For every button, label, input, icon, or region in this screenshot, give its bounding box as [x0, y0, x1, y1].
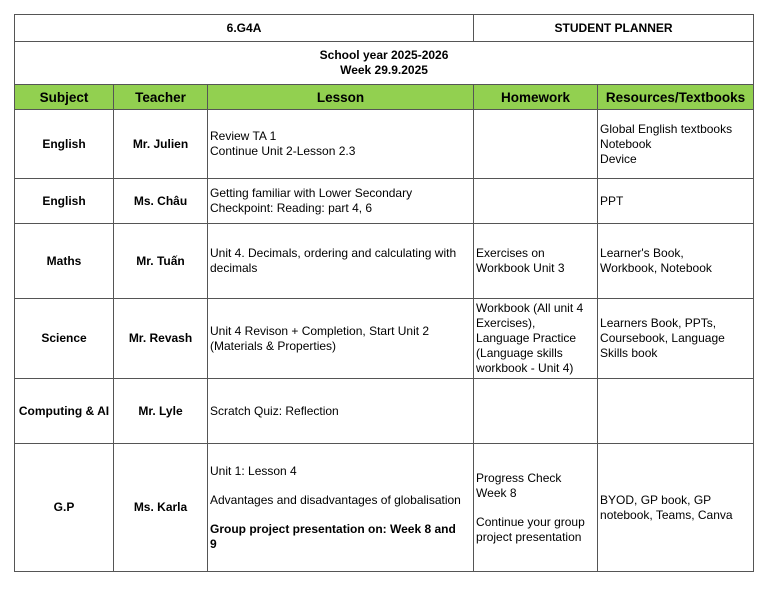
table-row: [15, 379, 754, 444]
lesson-cell: [208, 110, 474, 179]
resource-line: Coursebook, Language: [600, 331, 725, 345]
school-year-week: [15, 42, 754, 85]
teacher-cell: Mr. Lyle: [114, 379, 208, 444]
homework-line: Workbook Unit 3: [476, 261, 565, 275]
table-row: [15, 299, 754, 379]
resource-line: Learners Book, PPTs,: [600, 316, 717, 330]
resource-line: Notebook: [600, 136, 652, 151]
resources-cell: [598, 444, 754, 572]
planner-title: STUDENT PLANNER: [474, 15, 754, 42]
teacher-cell: Ms. Châu: [114, 179, 208, 224]
table-row: [15, 179, 754, 224]
homework-line: Week 8: [476, 485, 517, 500]
lesson-line: Review TA 1: [210, 129, 277, 143]
lesson-topic: Advantages and disadvantages of globalisation: [210, 492, 461, 507]
teacher-cell: Mr. Tuấn: [114, 224, 208, 299]
homework-cell: [474, 224, 598, 299]
homework-cell: [474, 444, 598, 572]
subject-cell: Maths: [15, 224, 114, 299]
homework-line: (Language skills: [476, 346, 563, 360]
subject-cell: English: [15, 110, 114, 179]
resource-line: Global English textbooks: [600, 121, 733, 136]
column-header-homework: Homework: [474, 85, 598, 110]
lesson-cell: [208, 444, 474, 572]
homework-line: Progress Check: [476, 470, 562, 485]
column-header-lesson: Lesson: [208, 85, 474, 110]
student-planner-table: [14, 14, 754, 572]
resource-line: Skills book: [600, 346, 658, 360]
homework-cell: [474, 110, 598, 179]
resources-cell: [598, 299, 754, 379]
lesson-line: decimals: [210, 261, 258, 275]
class-name: 6.G4A: [15, 15, 474, 42]
teacher-cell: Mr. Julien: [114, 110, 208, 179]
column-header-resources: Resources/Textbooks: [598, 85, 754, 110]
homework-cell: [474, 379, 598, 444]
resource-line: PPT: [600, 193, 624, 208]
resources-cell: [598, 224, 754, 299]
lesson-cell: [208, 224, 474, 299]
homework-cell: [474, 299, 598, 379]
lesson-cell: [208, 379, 474, 444]
column-header-row: [15, 85, 754, 110]
subject-cell: Science: [15, 299, 114, 379]
subject-cell: G.P: [15, 444, 114, 572]
teacher-cell: Ms. Karla: [114, 444, 208, 572]
resource-line: notebook, Teams, Canva: [600, 507, 733, 522]
column-header-teacher: Teacher: [114, 85, 208, 110]
resource-line: Workbook, Notebook: [600, 261, 712, 275]
teacher-cell: Mr. Revash: [114, 299, 208, 379]
lesson-line: Getting familiar with Lower Secondary: [210, 186, 413, 200]
lesson-line: Unit 4 Revison + Completion, Start Unit 2: [210, 323, 430, 338]
homework-line: Workbook (All unit 4: [476, 301, 584, 315]
homework-line: Language Practice: [476, 331, 577, 345]
resource-line: Device: [600, 151, 637, 166]
table-row: [15, 224, 754, 299]
lesson-highlight: Group project presentation on: Week 8 and: [210, 521, 456, 536]
lesson-line: Unit 4. Decimals, ordering and calculating with: [210, 246, 457, 260]
homework-cell: [474, 179, 598, 224]
homework-line: project presentation: [476, 529, 582, 544]
resource-line: BYOD, GP book, GP: [600, 492, 712, 507]
lesson-line: Continue Unit 2-Lesson 2.3: [210, 144, 356, 158]
subject-cell: English: [15, 179, 114, 224]
homework-line: Exercises on: [476, 246, 545, 260]
resources-cell: [598, 179, 754, 224]
school-year: School year 2025-2026: [319, 48, 449, 62]
resources-cell: [598, 110, 754, 179]
lesson-cell: [208, 299, 474, 379]
subject-cell: Computing & AI: [15, 379, 114, 444]
lesson-line: (Materials & Properties): [210, 338, 337, 353]
homework-line: workbook - Unit 4): [476, 361, 574, 375]
table-row: [15, 110, 754, 179]
resources-cell: [598, 379, 754, 444]
resource-line: Learner's Book,: [600, 246, 684, 260]
table-row: [15, 444, 754, 572]
lesson-unit: Unit 1: Lesson 4: [210, 463, 297, 478]
lesson-line: Scratch Quiz: Reflection: [210, 403, 339, 418]
column-header-subject: Subject: [15, 85, 114, 110]
lesson-highlight: 9: [210, 536, 217, 551]
lesson-line: Checkpoint: Reading: part 4, 6: [210, 201, 373, 215]
lesson-cell: [208, 179, 474, 224]
week-label: Week 29.9.2025: [340, 63, 428, 77]
homework-line: Continue your group: [476, 514, 585, 529]
homework-line: Exercises),: [476, 316, 536, 330]
